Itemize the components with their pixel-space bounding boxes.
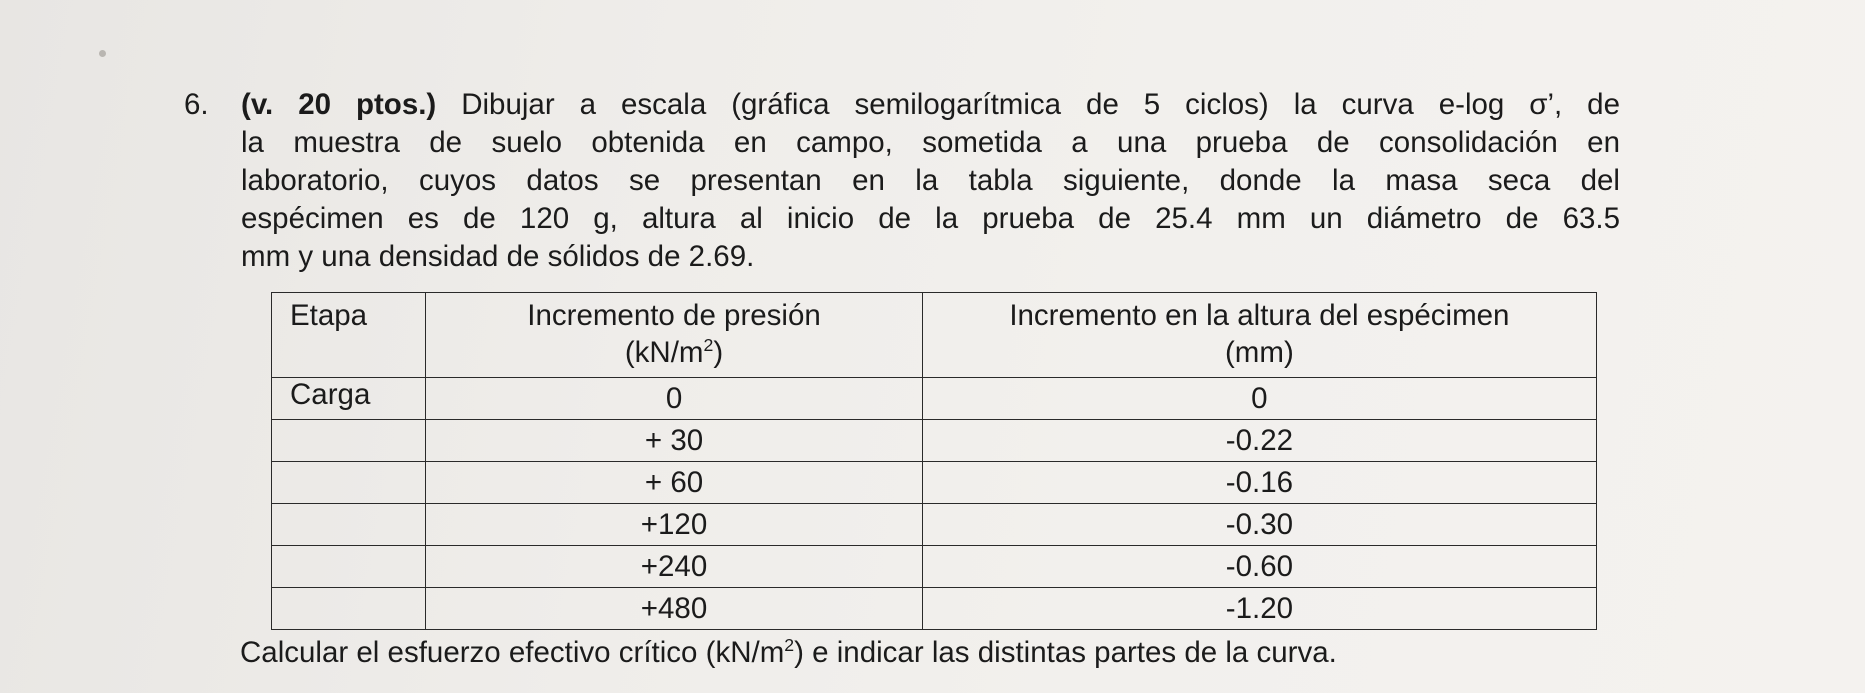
cell-etapa: [272, 420, 426, 462]
table-row: [272, 504, 1597, 546]
paper-speck: [99, 50, 106, 57]
cell-presion: +240: [426, 546, 923, 588]
question-line-5: mm y una densidad de sólidos de 2.69.: [241, 240, 755, 273]
question-number: 6.: [184, 88, 209, 121]
question-text: [241, 86, 1620, 276]
header-etapa: Etapa: [272, 293, 426, 378]
question-points: (v. 20 ptos.): [241, 88, 437, 121]
question-line-2: la muestra de suelo obtenida en campo, sometida a una prueba de consolidación en: [241, 126, 1620, 159]
cell-altura: -1.20: [922, 588, 1596, 630]
cell-altura: -0.60: [922, 546, 1596, 588]
cell-presion: +120: [426, 504, 923, 546]
question-line-1: (v. 20 ptos.) Dibujar a escala (gráfica semilogarítmica de 5 ciclos) la curva e-log σ’, de: [241, 88, 1620, 121]
cell-presion: + 30: [426, 420, 923, 462]
question-footer-instruction: Calcular el esfuerzo efectivo crítico $(kN/m^2)$ e indicar las distintas partes de la curva.: [240, 635, 1337, 669]
header-altura: Incremento en la altura del espécimen (mm): [922, 293, 1596, 378]
cell-etapa: [272, 462, 426, 504]
consolidation-data-table: [271, 292, 1597, 630]
question-line-3: laboratorio, cuyos datos se presentan en la tabla siguiente, donde la masa seca del: [241, 164, 1620, 197]
cell-altura: -0.30: [922, 504, 1596, 546]
table-row: [272, 378, 1597, 420]
cell-presion: 0: [426, 378, 923, 420]
cell-etapa: Carga: [272, 378, 426, 420]
table-row: [272, 462, 1597, 504]
table-header-row: [272, 293, 1597, 378]
header-presion: Incremento de presión $(kN/m^2)$: [426, 293, 923, 378]
cell-altura: -0.22: [922, 420, 1596, 462]
table-row: [272, 546, 1597, 588]
table-row: [272, 420, 1597, 462]
cell-etapa: [272, 546, 426, 588]
cell-etapa: [272, 588, 426, 630]
question-line-4: espécimen es de 120 g, altura al inicio de la prueba de 25.4 mm un diámetro de 63.5: [241, 202, 1620, 235]
table-row: [272, 588, 1597, 630]
cell-altura: 0: [922, 378, 1596, 420]
cell-presion: + 60: [426, 462, 923, 504]
cell-altura: -0.16: [922, 462, 1596, 504]
cell-etapa: [272, 504, 426, 546]
cell-presion: +480: [426, 588, 923, 630]
